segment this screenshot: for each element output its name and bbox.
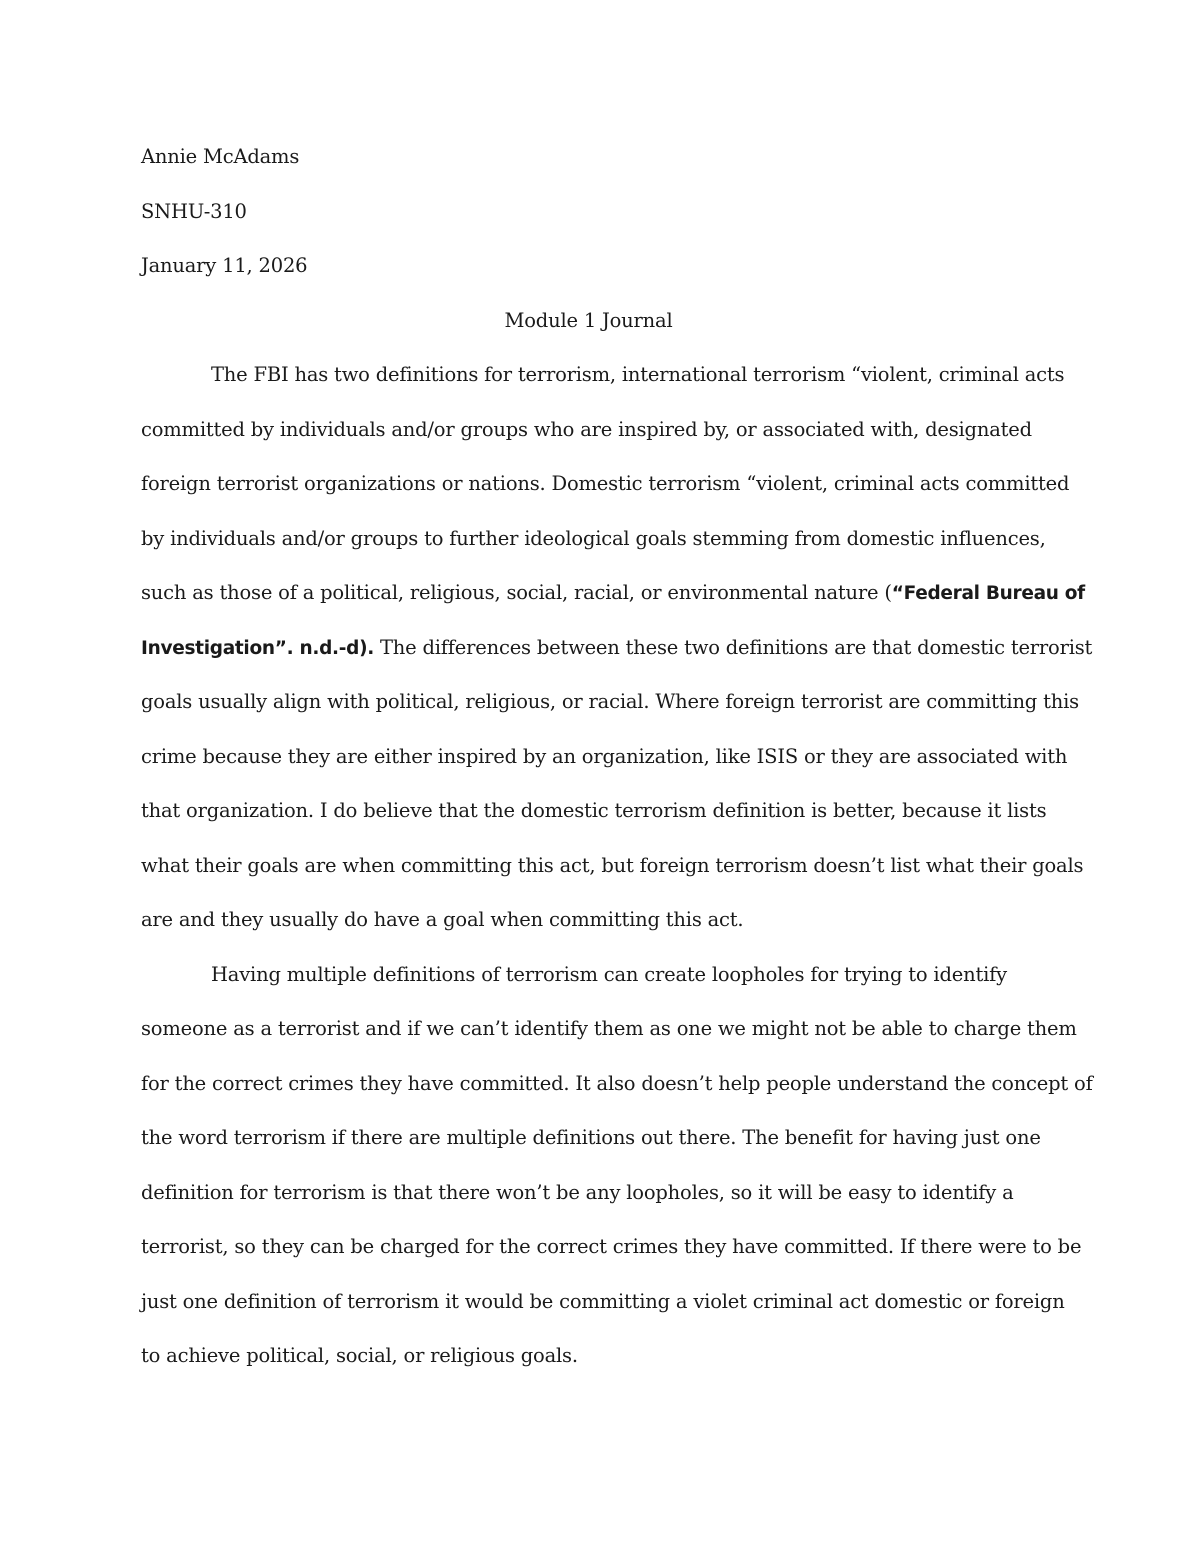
paragraph-line: committed by individuals and/or groups who are inspired by, or associated with, designated [141,417,1032,441]
citation-text: Investigation”. n.d.-d). [141,637,374,659]
paragraph-line: the word terrorism if there are multiple definitions out there. The benefit for having just one [141,1126,1041,1149]
course-code: SNHU-310 [141,199,247,223]
paragraph-2 [141,948,1093,1384]
paragraph-line: terrorist, so they can be charged for the correct crimes they have committed. If there were to be [141,1235,1082,1258]
paragraph-line: are and they usually do have a goal when committing this act. [141,908,744,931]
paragraph-line: goals usually align with political, religious, or racial. Where foreign terrorist are committing this [141,690,1079,713]
paragraph-line: crime because they are either inspired by an organization, like ISIS or they are associated with [141,744,1068,768]
paragraph-line: what their goals are when committing this act, but foreign terrorism doesn’t list what their goals [141,853,1084,877]
paragraph-line: for the correct crimes they have committed. It also doesn’t help people understand the concept of [141,1071,1093,1095]
paragraph-line [141,566,1085,621]
document-date: January 11, 2026 [141,254,308,277]
author-name: Annie McAdams [141,145,300,168]
citation-text: “Federal Bureau of [891,583,1085,604]
paragraph-line: foreign terrorist organizations or nations. Domestic terrorism “violent, criminal acts committed [141,472,1070,495]
paragraph-1 [141,348,1093,948]
paragraph-line: just one definition of terrorism it would be committing a violet criminal act domestic or foreign [141,1289,1065,1313]
document-body [141,130,1093,1384]
paragraph-line: someone as a terrorist and if we can’t identify them as one we might not be able to charge them [141,1017,1077,1040]
paragraph-line: The FBI has two definitions for terrorism, international terrorism “violent, criminal acts [211,363,1065,386]
paragraph-line: that organization. I do believe that the domestic terrorism definition is better, because it lists [141,799,1047,822]
document-title: Module 1 Journal [504,308,673,332]
paragraph-text: such as those of a political, religious, social, racial, or environmental nature ( [141,581,892,604]
paragraph-line: by individuals and/or groups to further ideological goals stemming from domestic influences, [141,526,1046,550]
paragraph-text: The differences between these two definitions are that domestic terrorist [373,635,1093,659]
paragraph-line [141,621,1093,676]
paragraph-line: to achieve political, social, or religious goals. [141,1344,578,1367]
paragraph-line: Having multiple definitions of terrorism can create loopholes for trying to identify [211,962,1007,986]
paragraph-line: definition for terrorism is that there won’t be any loopholes, so it will be easy to identify a [141,1180,1014,1204]
